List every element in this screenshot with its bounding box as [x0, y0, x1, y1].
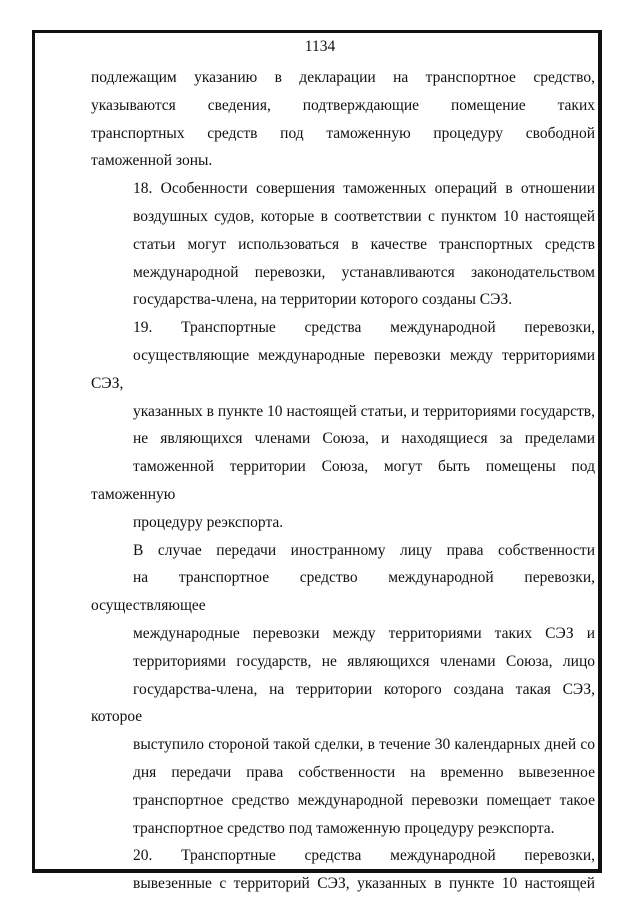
text-line: таможенной зоны.	[91, 152, 213, 170]
text-line: вывезенные с территорий СЭЗ, указанных в пункте 10 настоящей	[133, 875, 595, 893]
text-line: осуществляющие международные перевозки между территориями СЭЗ,	[91, 346, 595, 392]
text-line: дня передачи права собственности на временно вывезенное	[133, 763, 595, 781]
text-line: на транспортное средство международной перевозки, осуществляющее	[91, 569, 595, 615]
text-line: В случае передачи иностранному лицу права собственности	[133, 541, 595, 559]
text-line: 19. Транспортные средства международной перевозки,	[133, 319, 595, 337]
text-line: 18. Особенности совершения таможенных операций в отношении	[133, 180, 595, 198]
text-line: территориями государств, не являющихся членами Союза, лицо	[133, 652, 595, 670]
text-line: государства-члена, на территории которого созданы СЭЗ.	[133, 291, 513, 309]
text-line: указанных в пункте 10 настоящей статьи, и территориями государств,	[133, 402, 595, 420]
text-line: транспортное средство под таможенную процедуру реэкспорта.	[133, 819, 555, 837]
text-line: не являющихся членами Союза, и находящиеся за пределами	[133, 430, 595, 448]
paragraph-20	[91, 842, 595, 898]
text-line: процедуру реэкспорта.	[133, 513, 284, 531]
text-line: указываются сведения, подтверждающие помещение таких	[91, 96, 595, 114]
text-line: выступило стороной такой сделки, в течение 30 календарных дней со	[133, 736, 595, 754]
text-line: транспортное средство международной перевозки помещает такое	[133, 791, 595, 809]
paragraph-18	[91, 175, 595, 314]
text-line: международной перевозки, устанавливаются законодательством	[133, 263, 595, 281]
text-line: транспортных средств под таможенную процедуру свободной	[91, 124, 595, 142]
text-line: подлежащим указанию в декларации на транспортное средство,	[91, 69, 595, 86]
text-line: международные перевозки между территориями таких СЭЗ и	[133, 624, 595, 642]
text-line: воздушных судов, которые в соответствии с пунктом 10 настоящей	[133, 207, 595, 225]
paragraph-19	[91, 314, 595, 536]
text-line: статьи могут использоваться в качестве транспортных средств	[133, 235, 595, 253]
paragraph-19-second	[91, 537, 595, 843]
text-line: 20. Транспортные средства международной перевозки,	[133, 847, 595, 865]
paragraph-continuation	[91, 64, 595, 175]
document-body	[91, 64, 595, 898]
page-number: 1134	[304, 38, 336, 55]
text-line: государства-члена, на территории которого создана такая СЭЗ, которое	[91, 680, 595, 726]
text-line: таможенной территории Союза, могут быть помещены под таможенную	[91, 458, 595, 503]
